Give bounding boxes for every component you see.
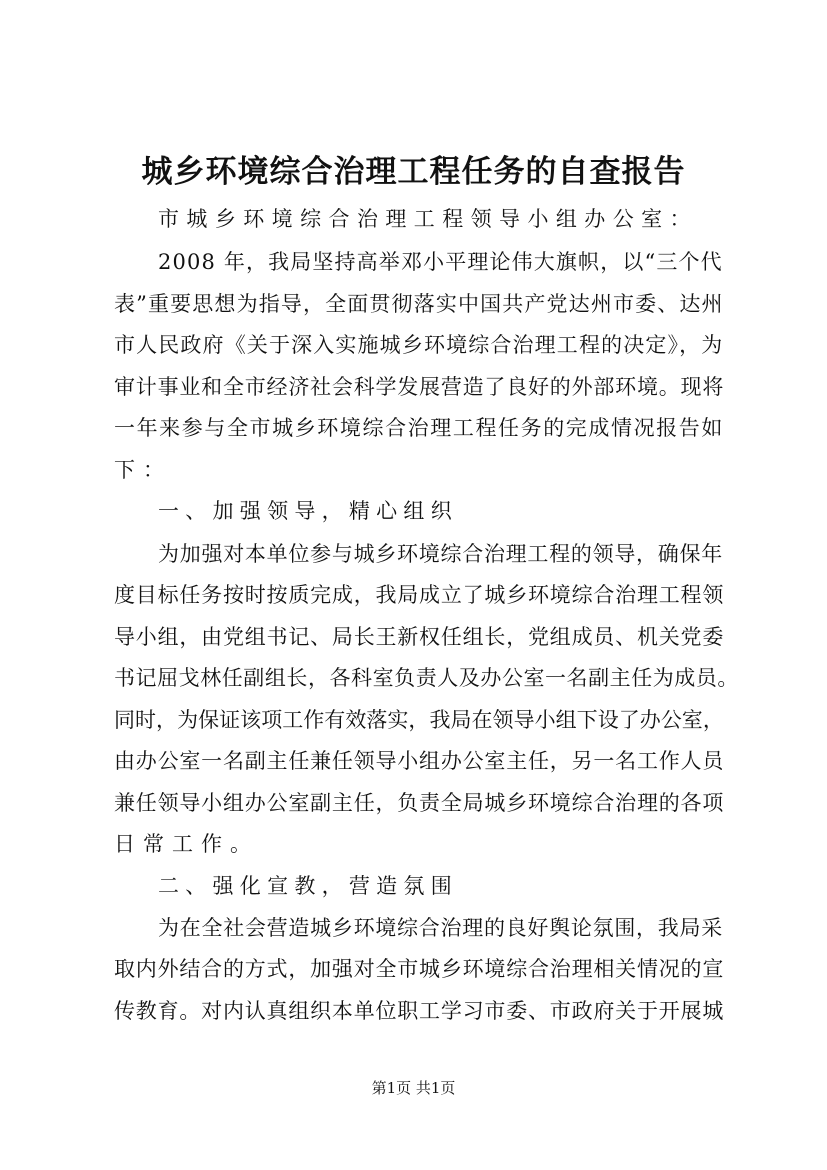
body-line: 日常工作。 (114, 832, 259, 856)
body-line: 传教育。对内认真组织本单位职工学习市委、市政府关于开展城 (114, 999, 725, 1023)
body-line: 为在全社会营造城乡环境综合治理的良好舆论氛围，我局采 (158, 916, 723, 940)
body-line: 度目标任务按时按质完成，我局成立了城乡环境综合治理工程领 (114, 583, 725, 607)
body-line: 由办公室一名副主任兼任领导小组办公室主任，另一名工作人员 (114, 749, 725, 773)
body-line: 同时，为保证该项工作有效落实，我局在领导小组下设了办公室， (114, 708, 724, 732)
body-line: 下： (114, 458, 172, 482)
document-title: 城乡环境综合治理工程任务的自查报告 (141, 154, 686, 190)
section-heading-2: 二、强化宣教，营造氛围 (158, 874, 458, 898)
body-line: 导小组，由党组书记、局长王新权任组长，党组成员、机关党委 (114, 625, 725, 649)
body-line: 表”重要思想为指导，全面贯彻落实中国共产党达州市委、达州 (114, 292, 724, 316)
body-line: 审计事业和全市经济社会科学发展营造了良好的外部环境。现将 (114, 375, 725, 399)
body-line: 兼任领导小组办公室副主任，负责全局城乡环境综合治理的各项 (114, 791, 725, 815)
body-line: 取内外结合的方式，加强对全市城乡环境综合治理相关情况的宣 (114, 957, 725, 981)
addressee-line: 市城乡环境综合治理工程领导小组办公室： (158, 207, 698, 231)
body-line: 2008 年，我局坚持高举邓小平理论伟大旗帜，以“三个代 (158, 250, 723, 274)
page-number-footer: 第1页 共1页 (371, 1079, 456, 1097)
body-line: 书记屈戈林任副组长，各科室负责人及办公室一名副主任为成员。 (114, 666, 739, 690)
body-line: 为加强对本单位参与城乡环境综合治理工程的领导，确保年 (158, 542, 723, 566)
body-line: 一年来参与全市城乡环境综合治理工程任务的完成情况报告如 (114, 416, 724, 440)
section-heading-1: 一、加强领导，精心组织 (158, 499, 458, 523)
body-line: 市人民政府《关于深入实施城乡环境综合治理工程的决定》，为 (114, 333, 724, 357)
